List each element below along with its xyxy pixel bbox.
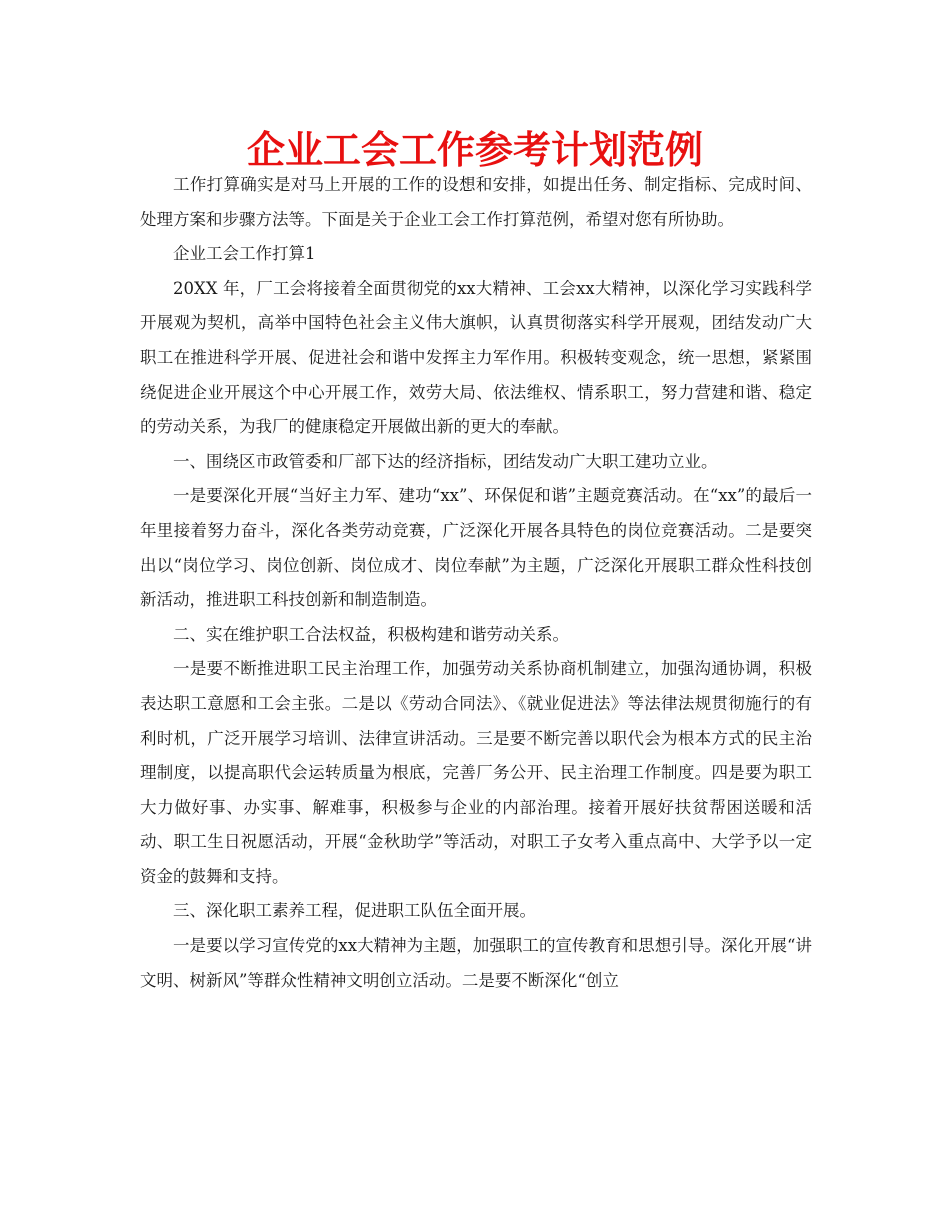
intro-paragraph: 工作打算确实是对马上开展的工作的设想和安排，如提出任务、制定指标、完成时间、处理方案和步骤方法等。下面是关于企业工会工作打算范例，希望对您有所协助。 [140, 175, 812, 229]
body-paragraph: 一是要深化开展“当好主力军、建功“xx”、环保促和谐”主题竞赛活动。在“xx”的最后一年里接着努力奋斗，深化各类劳动竞赛，广泛深化开展各具特色的岗位竞赛活动。二是要突出以“岗位学习、岗位创新、岗位成才、岗位奉献”为主题，广泛深化开展职工群众性科技创新活动，推进职工科技创新和制造制造。 [140, 486, 812, 610]
point-heading-1: 一、围绕区市政管委和厂部下达的经济指标，团结发动广大职工建功立业。 [173, 451, 718, 471]
point-heading-2: 二、实在维护职工合法权益，积极构建和谐劳动关系。 [173, 624, 569, 644]
section-heading: 企业工会工作打算1 [173, 244, 316, 264]
document-title: 企业工会工作参考计划范例 [246, 127, 703, 172]
document-body [140, 168, 812, 998]
point-heading-3: 三、深化职工素养工程，促进职工队伍全面开展。 [173, 901, 536, 921]
body-paragraph: 一是要不断推进职工民主治理工作，加强劳动关系协商机制建立，加强沟通协调，积极表达职工意愿和工会主张。二是以《劳动合同法》、《就业促进法》等法律法规贯彻施行的有利时机，广泛开展学习培训、法律宣讲活动。三是要不断完善以职代会为根本方式的民主治理制度，以提高职代会运转质量为根底，完善厂务公开、民主治理工作制度。四是要为职工大力做好事、办实事、解难事，积极参与企业的内部治理。接着开展好扶贫帮困送暖和活动、职工生日祝愿活动，开展“金秋助学”等活动，对职工子女考入重点高中、大学予以一定资金的鼓舞和支持。 [140, 659, 812, 886]
body-paragraph: 20XX 年，厂工会将接着全面贯彻党的xx大精神、工会xx大精神，以深化学习实践科学开展观为契机，高举中国特色社会主义伟大旗帜，认真贯彻落实科学开展观，团结发动广大职工在推进科学开展、促进社会和谐中发挥主力军作用。积极转变观念，统一思想，紧紧围绕促进企业开展这个中心开展工作，效劳大局、依法维权、情系职工，努力营建和谐、稳定的劳动关系，为我厂的健康稳定开展做出新的更大的奉献。 [140, 278, 812, 437]
body-paragraph: 一是要以学习宣传党的xx大精神为主题，加强职工的宣传教育和思想引导。深化开展“讲文明、树新风”等群众性精神文明创立活动。二是要不断深化“创立 [140, 936, 812, 990]
